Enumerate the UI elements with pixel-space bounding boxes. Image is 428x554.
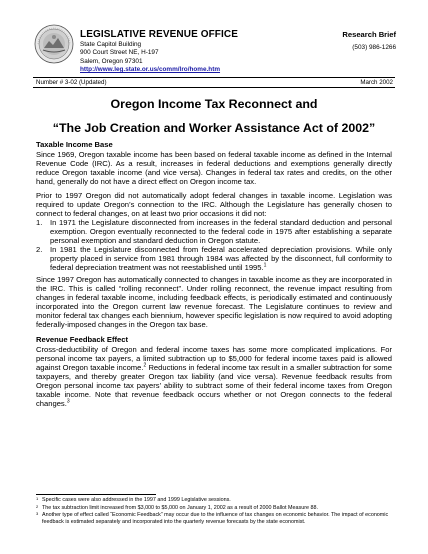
body-content xyxy=(36,140,392,414)
list-item xyxy=(36,219,392,246)
footnote-number: 1 xyxy=(36,496,39,501)
paragraph-text: Reductions in federal income tax result in a smaller subtraction for some taxpayers, and thereby greater Oregon tax liability (and vice versa). Revenue feedback results from Oregon personal income tax payers’ ability to subtract some of their federal income taxes from Oregon taxable income. Note that revenue feedback occurs whether or not Oregon connects to the federal changes. xyxy=(36,363,392,408)
office-name: LEGISLATIVE REVENUE OFFICE xyxy=(80,29,238,40)
footnotes xyxy=(36,497,392,526)
title-line-2: “The Job Creation and Worker Assistance Act of 2002” xyxy=(52,121,376,135)
paragraph: Since 1997 Oregon has automatically connected to changes in taxable income as they are incorporated in the IRC. This is called “rolling reconnect”. Under rolling reconnect, the revenue impact resulting from changes in federal taxable income, including feedback effects, is periodically estimated and continuously incorporated into the Oregon current law revenue forecast. The Legislature continues to review and monitor federal tax changes each biennium, however specific legislation is now required to avoid adopting federally-imposed changes in the Oregon tax base. xyxy=(36,274,392,329)
paragraph: Prior to 1997 Oregon did not automatically adopt federal changes in taxable income. Legislation was required to update Oregon’s connection to the IRC. Although the Legislature has generally chosen to connect to federal changes, on at least two prior occasions it did not: xyxy=(36,191,392,219)
brief-date: March 2002 xyxy=(360,79,393,86)
title-line-1: Oregon Income Tax Reconnect and xyxy=(110,97,318,111)
paragraph-text: Cross-deductibility of Oregon and federal income taxes has some more complicated implications. For personal income tax payers, a limited subtraction up to $5,000 for federal income taxes paid is allowed against Oregon taxable income. xyxy=(36,345,392,373)
footnote xyxy=(36,505,392,512)
footnote-text: Another type of effect called “Economic Feedback” may occur due to the influence of tax changes on economic behavior. The impact of economic feedback is estimated separately and incorporated into the quarterly revenue forecasts by the state economist. xyxy=(42,512,389,525)
footnote-ref: 3 xyxy=(66,398,70,405)
oregon-state-seal-logo xyxy=(34,24,74,64)
footnote-ref: 2 xyxy=(143,362,147,369)
footnote-number: 3 xyxy=(36,511,39,516)
footnote xyxy=(36,497,392,504)
list-item-number: 1. xyxy=(36,218,43,228)
header-rule-bottom xyxy=(33,87,395,88)
section-heading-taxable-income-base: Taxable Income Base xyxy=(36,140,113,149)
paragraph xyxy=(36,346,392,409)
address-line-2: 900 Court Street NE, H-197 xyxy=(80,49,159,57)
address-line-3: Salem, Oregon 97301 xyxy=(80,57,143,65)
header-rule-top xyxy=(33,77,395,78)
footnote xyxy=(36,512,392,525)
section-heading-revenue-feedback-effect: Revenue Feedback Effect xyxy=(36,335,129,345)
list-item-text: In 1981 the Legislature disconnected from federal accelerated depreciation provisions. While only property placed in service from 1981 through 1984 was affected by the disconnect, full conformity to federal depreciation treatment was not reestablished until 1995. xyxy=(50,245,392,272)
website-link[interactable]: http://www.leg.state.or.us/comm/lro/home.htm xyxy=(80,66,221,74)
address-line-1: State Capitol Building xyxy=(80,41,142,48)
phone-number: (503) 986-1266 xyxy=(352,44,396,51)
list-item-number: 2. xyxy=(36,245,43,255)
paragraph: Since 1969, Oregon taxable income has been based on federal taxable income as defined in the Internal Revenue Code (IRC). As a result, increases in federal deductions and exemptions generally directly reduce Oregon taxable income (and vice versa). Changes in federal tax rates and credits, on the other hand, generally do not have a direct effect on Oregon income tax. xyxy=(36,150,392,186)
office-block xyxy=(80,29,238,75)
footnote-text: The tax subtraction limit increased from $3,000 to $5,000 on January 1, 2002 as a result of 2000 Ballot Measure 88. xyxy=(42,504,318,511)
brief-block xyxy=(342,29,396,53)
list-item xyxy=(36,246,392,273)
footnote-number: 2 xyxy=(36,503,39,509)
doc-type: Research Brief xyxy=(342,30,396,39)
list-item-text: In 1971 the Legislature disconnected from increases in the federal standard deduction and personal exemption. Oregon eventually reconnected to the federal code in 1975 after establishing a separate personal exemption and standard deduction in Oregon statute. xyxy=(50,218,392,246)
brief-number: Number # 3-02 (Updated) xyxy=(36,79,107,86)
numbered-list xyxy=(36,219,392,273)
footnote-rule xyxy=(36,494,156,495)
footnote-text: Specific cases were also addressed in the 1997 and 1999 Legislative sessions. xyxy=(42,497,231,503)
footnote-ref: 1 xyxy=(263,262,267,269)
